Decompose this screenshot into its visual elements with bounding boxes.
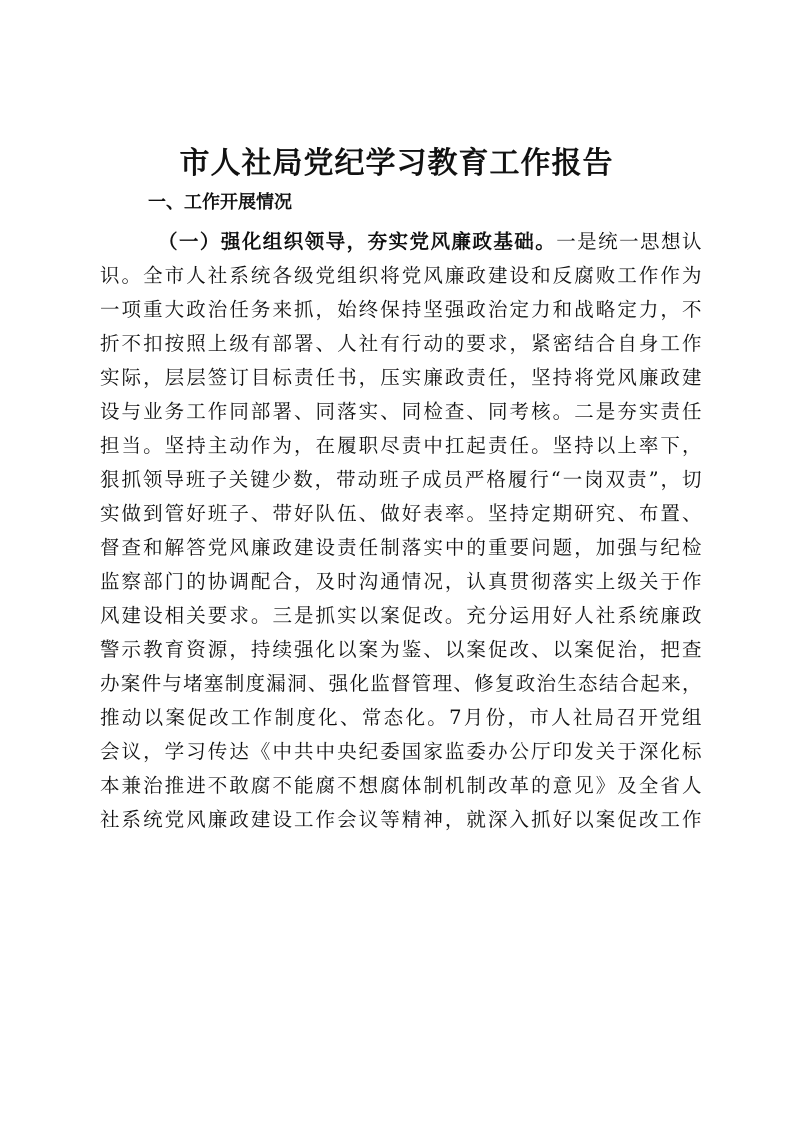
paragraph-line: 一项重大政治任务来抓，始终保持坚强政治定力和战略定力，不 xyxy=(100,298,702,321)
paragraph-line: 担当。坚持主动作为，在履职尽责中扛起责任。坚持以上率下， xyxy=(100,434,702,457)
paragraph-line: 推动以案促改工作制度化、常态化。7月份，市人社局召开党组 xyxy=(100,706,702,729)
paragraph-line: 会议，学习传达《中共中央纪委国家监委办公厅印发关于深化标 xyxy=(100,740,702,763)
paragraph-line: 督查和解答党风廉政建设责任制落实中的重要问题，加强与纪检 xyxy=(100,536,702,559)
body-paragraph xyxy=(100,225,702,837)
paragraph-line: 实际，层层签订目标责任书，压实廉政责任，坚持将党风廉政建 xyxy=(100,366,702,389)
paragraph-lead: （一）强化组织领导，夯实党风廉政基础。 xyxy=(158,230,557,253)
paragraph-line: 本兼治推进不敢腐不能腐不想腐体制机制改革的意见》及全省人 xyxy=(100,774,702,797)
document-title: 市人社局党纪学习教育工作报告 xyxy=(179,146,614,181)
paragraph-line-text: 一是统一思想认 xyxy=(556,230,702,253)
paragraph-line: 设与业务工作同部署、同落实、同检查、同考核。二是夯实责任 xyxy=(100,400,702,423)
paragraph-line: 实做到管好班子、带好队伍、做好表率。坚持定期研究、布置、 xyxy=(100,502,702,525)
paragraph-line: 狠抓领导班子关键少数，带动班子成员严格履行“一岗双责”，切 xyxy=(100,468,702,491)
paragraph-line: 风建设相关要求。三是抓实以案促改。充分运用好人社系统廉政 xyxy=(100,604,702,627)
paragraph-line: 监察部门的协调配合，及时沟通情况，认真贯彻落实上级关于作 xyxy=(100,570,702,593)
paragraph-line: 社系统党风廉政建设工作会议等精神，就深入抓好以案促改工作 xyxy=(100,808,702,831)
paragraph-line: 识。全市人社系统各级党组织将党风廉政建设和反腐败工作作为 xyxy=(100,264,702,287)
paragraph-line: 警示教育资源，持续强化以案为鉴、以案促改、以案促治，把查 xyxy=(100,638,702,661)
paragraph-line xyxy=(100,225,702,259)
section-heading: 一、工作开展情况 xyxy=(148,192,292,213)
paragraph-line: 办案件与堵塞制度漏洞、强化监督管理、修复政治生态结合起来， xyxy=(100,672,702,695)
paragraph-line: 折不扣按照上级有部署、人社有行动的要求，紧密结合自身工作 xyxy=(100,332,702,355)
